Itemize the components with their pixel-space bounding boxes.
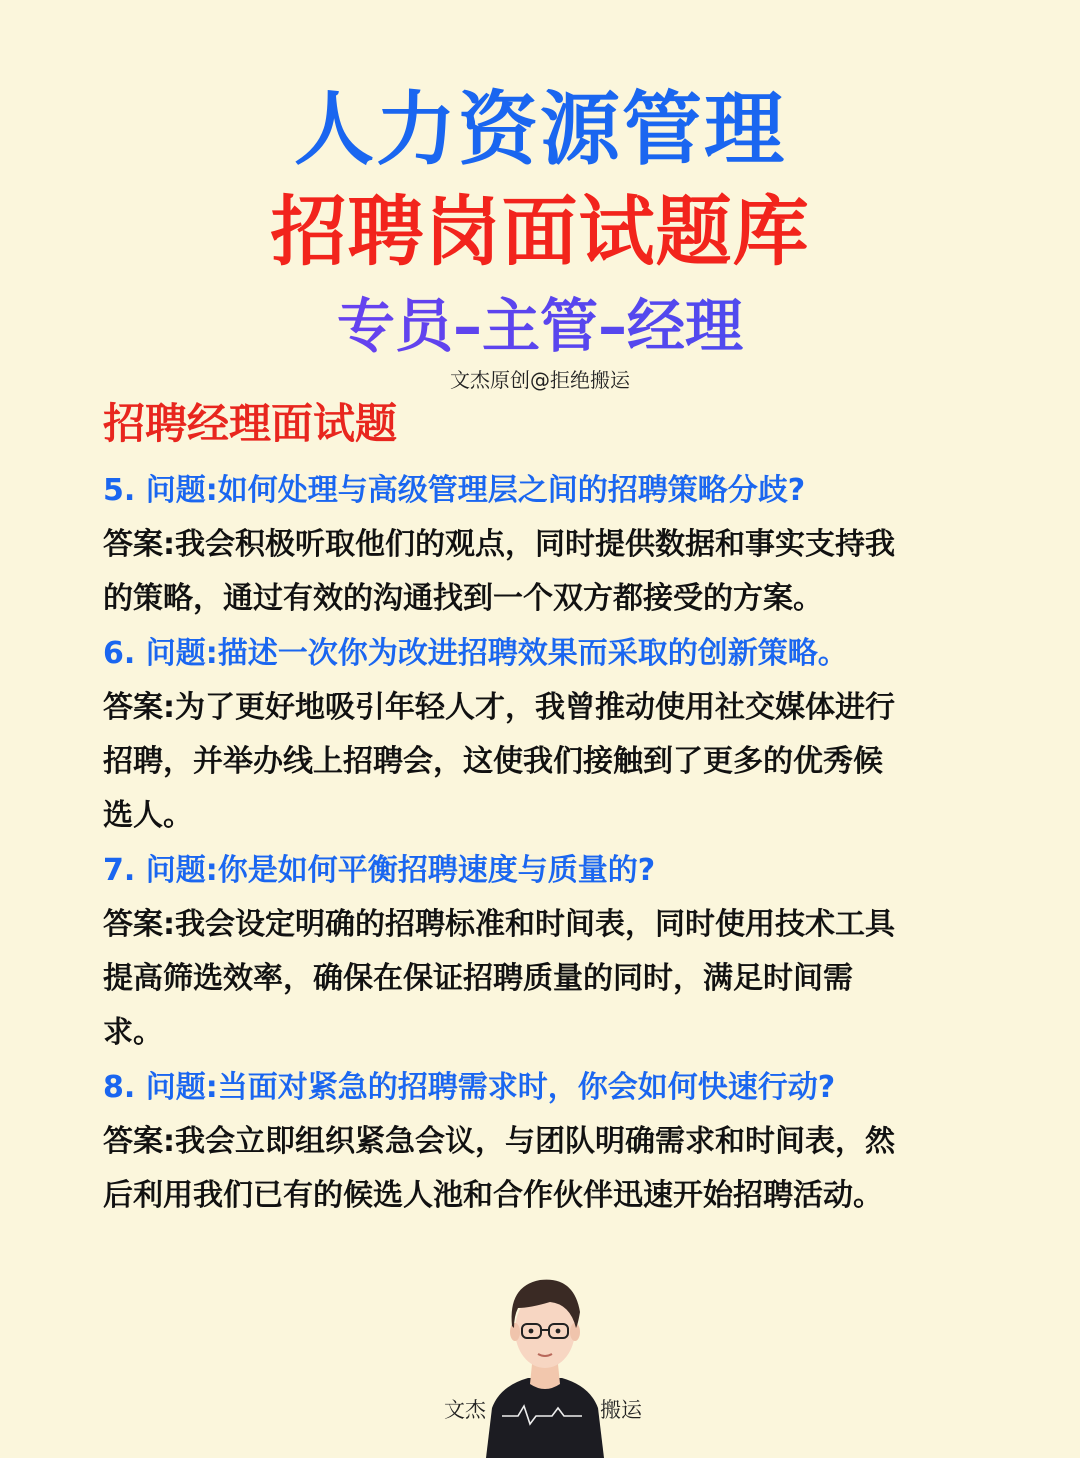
level-subtitle: 专员–主管–经理 <box>0 292 1080 360</box>
section-title: 招聘经理面试题 <box>103 399 398 448</box>
avatar-illustration-icon <box>478 1268 612 1458</box>
answer-5-line-1: 答案:我会积极听取他们的观点，同时提供数据和事实支持我 <box>103 527 895 562</box>
question-5: 5. 问题:如何处理与高级管理层之间的招聘策略分歧? <box>103 473 806 508</box>
page-subtitle: 招聘岗面试题库 <box>270 187 810 276</box>
qa-item-7 <box>103 844 973 1060</box>
answer-6-line-1: 答案:为了更好地吸引年轻人才，我曾推动使用社交媒体进行 <box>103 690 895 725</box>
qa-item-8 <box>103 1061 973 1223</box>
answer-7-line-1: 答案:我会设定明确的招聘标准和时间表，同时使用技术工具 <box>103 907 895 942</box>
question-8: 8. 问题:当面对紧急的招聘需求时，你会如何快速行动? <box>103 1070 836 1105</box>
qa-item-5 <box>103 464 973 626</box>
avatar <box>478 1268 612 1458</box>
page-title: 人力资源管理 <box>294 83 786 176</box>
footer-credit-left: 文杰 <box>444 1398 486 1422</box>
question-7: 7. 问题:你是如何平衡招聘速度与质量的? <box>103 853 656 888</box>
question-6: 6. 问题:描述一次你为改进招聘效果而采取的创新策略。 <box>103 636 848 671</box>
footer-credit-right: 搬运 <box>600 1398 642 1422</box>
answer-8-line-2: 后利用我们已有的候选人池和合作伙伴迅速开始招聘活动。 <box>103 1178 883 1213</box>
answer-5-line-2: 的策略，通过有效的沟通找到一个双方都接受的方案。 <box>103 581 823 616</box>
answer-6-line-3: 选人。 <box>103 798 193 833</box>
answer-8-line-1: 答案:我会立即组织紧急会议，与团队明确需求和时间表，然 <box>103 1124 895 1159</box>
answer-7-line-2: 提高筛选效率，确保在保证招聘质量的同时，满足时间需 <box>103 961 853 996</box>
answer-6-line-2: 招聘，并举办线上招聘会，这使我们接触到了更多的优秀候 <box>103 744 883 779</box>
qa-item-6 <box>103 627 973 843</box>
author-credit: 文杰原创@拒绝搬运 <box>450 368 630 392</box>
answer-7-line-3: 求。 <box>103 1015 163 1050</box>
